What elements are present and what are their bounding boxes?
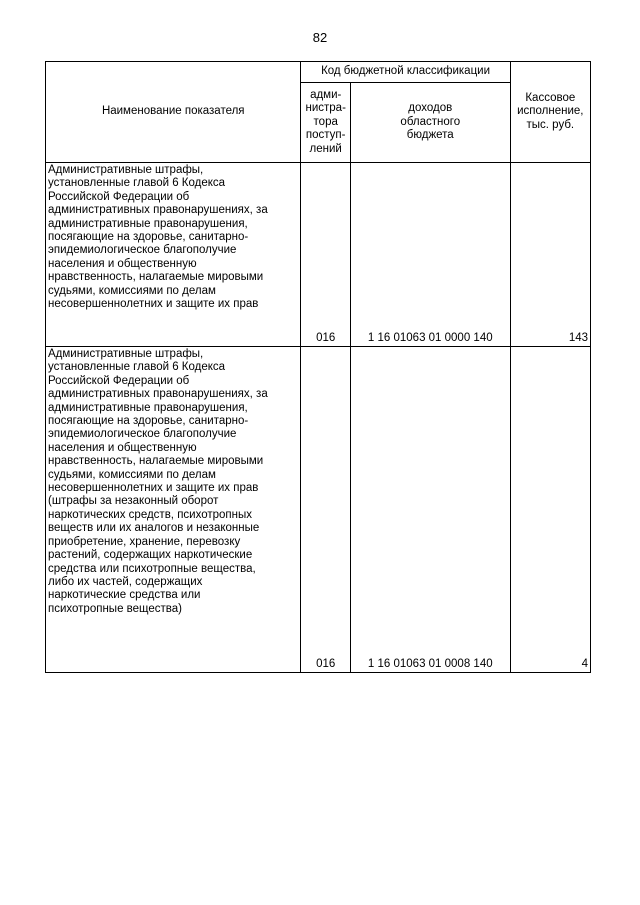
header-admin: адми- нистра- тора поступ- лений bbox=[301, 83, 350, 163]
row-name: Административные штрафы, установленные главой 6 Кодекса Российской Федерации об административных правонарушениях, за административные правонарушения, посягающие на здоровье, санитарно- эпидемиологическое благополучие населения и общественную нравственность, налагаемые мировыми судьями, комиссиями по делам несовершеннолетних и защите их прав bbox=[46, 163, 301, 347]
table-row bbox=[46, 347, 591, 673]
row-name: Административные штрафы, установленные главой 6 Кодекса Российской Федерации об административных правонарушениях, за административные правонарушения, посягающие на здоровье, санитарно- эпидемиологическое благополучие населения и общественную нравственность, налагаемые мировыми судьями, комиссиями по делам несовершеннолетних и защите их прав (штрафы за незаконный оборот наркотических средств, психотропных веществ или их аналогов и незаконные приобретение, хранение, перевозку растений, содержащих наркотические средства или психотропные вещества, либо их частей, содержащих наркотические средства или психотропные вещества) bbox=[46, 347, 301, 673]
row-value: 4 bbox=[510, 347, 590, 673]
row-admin-code: 016 bbox=[301, 347, 350, 673]
header-row-top bbox=[46, 62, 591, 83]
row-income-code: 1 16 01063 01 0008 140 bbox=[350, 347, 510, 673]
budget-table bbox=[45, 61, 591, 673]
row-income-code: 1 16 01063 01 0000 140 bbox=[350, 163, 510, 347]
row-admin-code: 016 bbox=[301, 163, 350, 347]
row-value: 143 bbox=[510, 163, 590, 347]
header-classification-group: Код бюджетной классификации bbox=[301, 62, 510, 83]
header-execution: Кассовое исполнение, тыс. руб. bbox=[510, 62, 590, 163]
page-number: 82 bbox=[312, 30, 328, 45]
table-row bbox=[46, 163, 591, 347]
header-income-code: доходов областного бюджета bbox=[350, 83, 510, 163]
header-name: Наименование показателя bbox=[46, 62, 301, 163]
